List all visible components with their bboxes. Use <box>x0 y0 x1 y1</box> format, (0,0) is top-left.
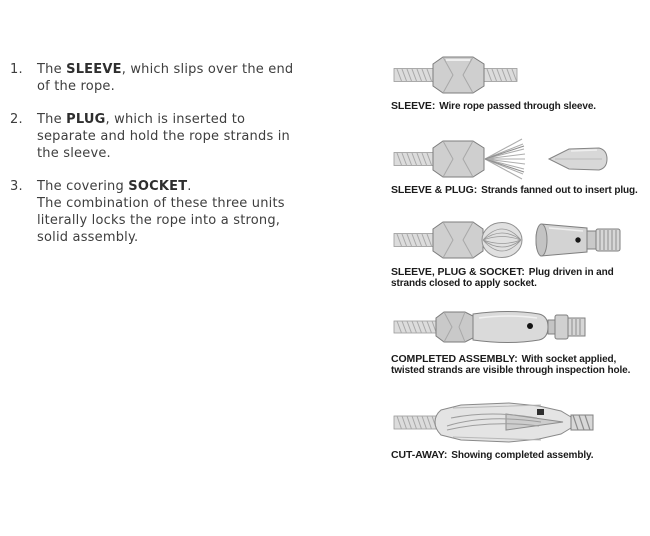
figure-caption <box>391 354 643 376</box>
instruction-item-2 <box>10 111 355 162</box>
instruction-item-3 <box>10 178 355 246</box>
figure-caption-label: CUT-AWAY: <box>391 449 448 461</box>
rope-through-sleeve-icon <box>391 52 643 98</box>
figure-caption-label: SLEEVE, PLUG & SOCKET: <box>391 266 525 278</box>
item-text: The covering SOCKET. The combination of these three units literally locks the rope into a strong, solid assembly. <box>37 179 285 245</box>
figure-caption <box>391 267 643 289</box>
item-number: 2. <box>10 112 23 127</box>
figure-caption-text: With socket applied, twisted strands are visible through inspection hole. <box>391 354 631 376</box>
keyword-socket: SOCKET <box>128 179 188 194</box>
figure-caption-label: COMPLETED ASSEMBLY: <box>391 353 518 365</box>
figure-caption-label: SLEEVE & PLUG: <box>391 184 478 196</box>
figure-sleeve <box>391 52 643 112</box>
figure-completed-assembly <box>391 303 643 376</box>
figure-caption-text: Strands fanned out to insert plug. <box>481 185 638 196</box>
sleeve-and-plug-icon <box>391 136 643 182</box>
instruction-item-1 <box>10 61 355 95</box>
figure-caption-text: Plug driven in and strands closed to apply socket. <box>391 267 614 289</box>
figure-cut-away <box>391 397 643 461</box>
figure-caption <box>391 101 643 112</box>
sleeve-plug-socket-icon <box>391 216 643 264</box>
figure-sleeve-plug-socket <box>391 216 643 289</box>
item-text: The PLUG, which is inserted to separate and hold the rope strands in the sleeve. <box>37 112 290 161</box>
figure-caption <box>391 185 643 196</box>
figure-caption-text: Wire rope passed through sleeve. <box>439 101 596 112</box>
completed-assembly-icon <box>391 303 643 351</box>
item-number: 3. <box>10 179 23 194</box>
figure-sleeve-and-plug <box>391 136 643 196</box>
keyword-plug: PLUG <box>66 112 106 127</box>
figure-caption-label: SLEEVE: <box>391 100 436 112</box>
cut-away-icon <box>391 397 643 447</box>
figure-caption-text: Showing completed assembly. <box>451 450 594 461</box>
instruction-list <box>10 61 355 262</box>
figure-caption <box>391 450 643 461</box>
item-text: The SLEEVE, which slips over the end of the rope. <box>37 62 294 94</box>
item-number: 1. <box>10 62 23 77</box>
keyword-sleeve: SLEEVE <box>66 62 122 77</box>
